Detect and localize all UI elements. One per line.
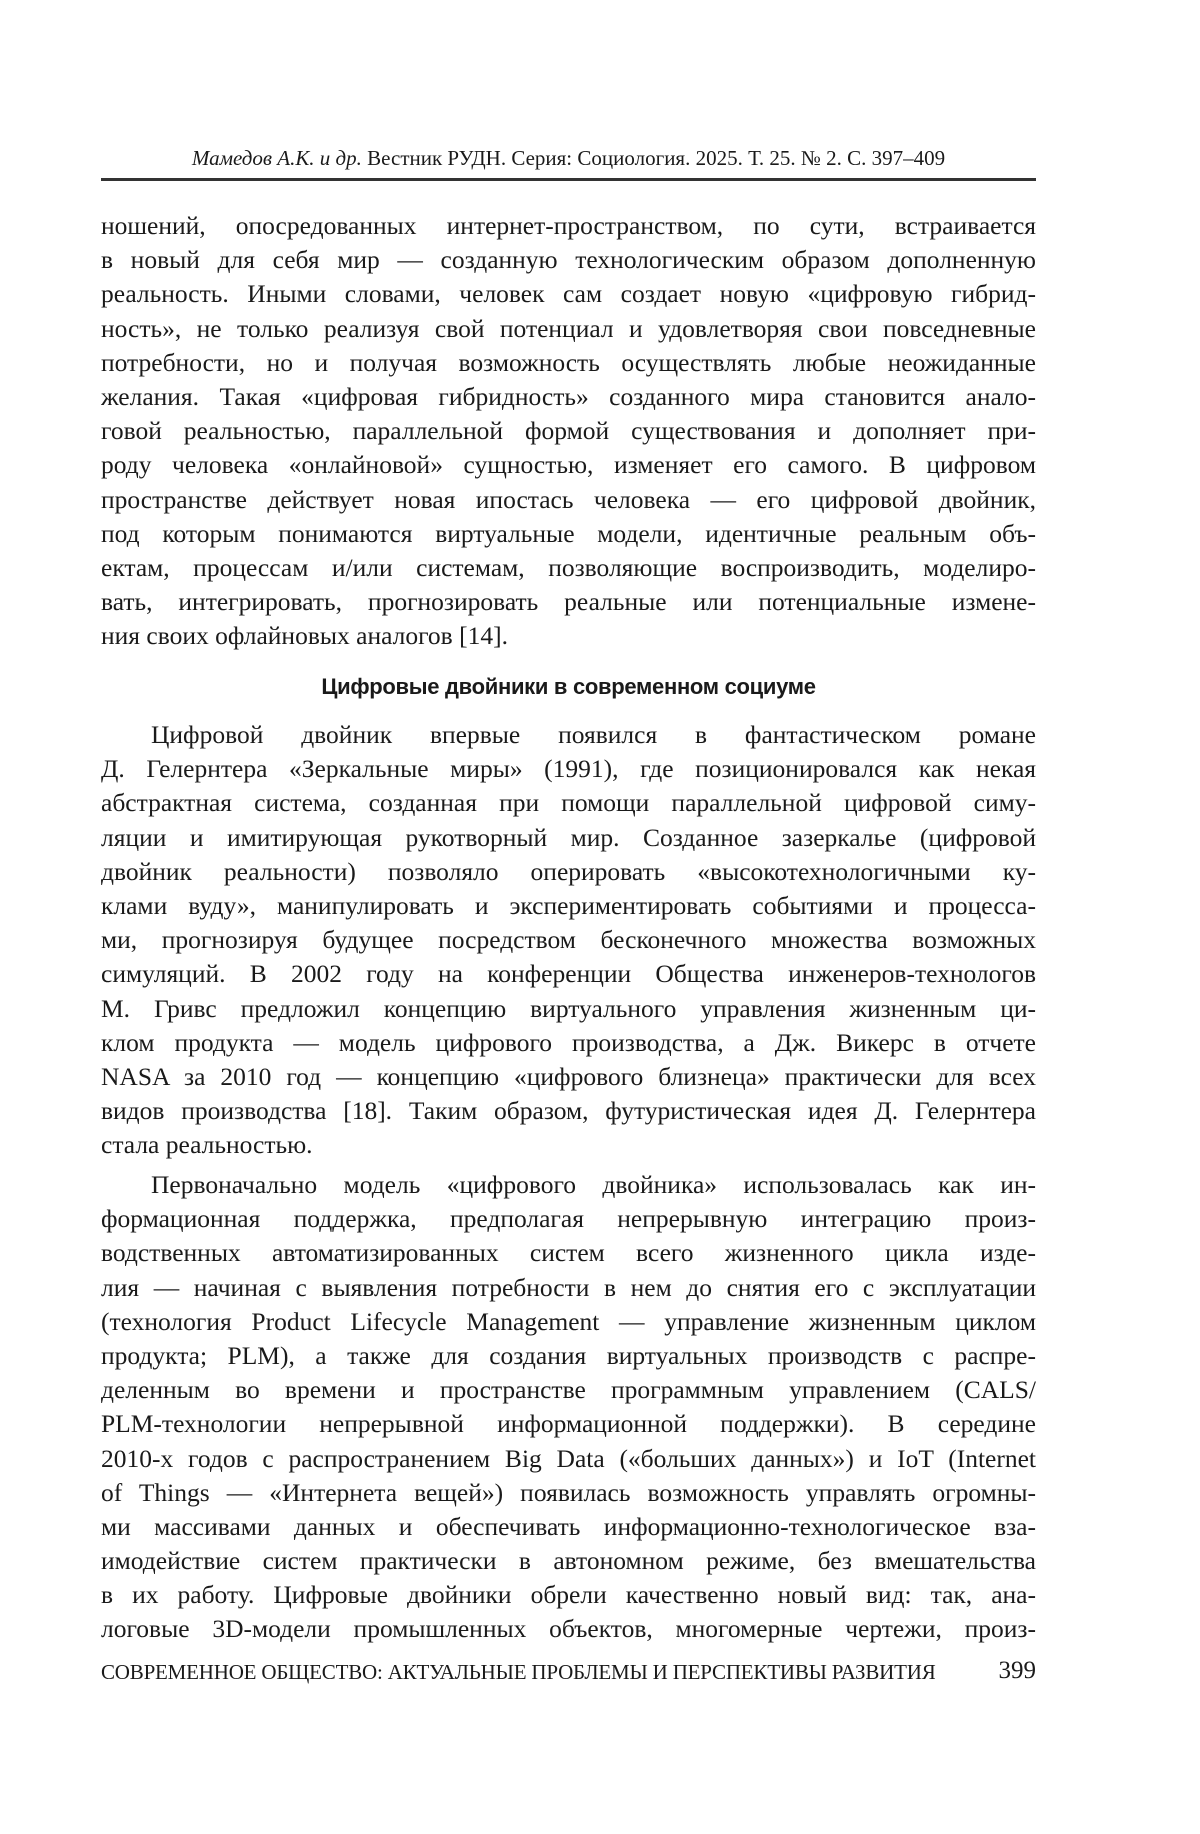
text-line: ношений, опосредованных интернет-пространством, по сути, встраивается [101,209,1036,243]
section-heading: Цифровые двойники в современном социуме [101,670,1036,704]
text-line: имодействие систем практически в автономном режиме, без вмешательства [101,1544,1036,1578]
text-line: деленным во времени и пространстве программным управлением (CALS/ [101,1373,1036,1407]
text-line: (технология Product Lifecycle Management — управление жизненным циклом [101,1305,1036,1339]
text-line: в их работу. Цифровые двойники обрели качественно новый вид: так, ана- [101,1578,1036,1612]
text-line: ность», не только реализуя свой потенциал и удовлетворяя свои повседневные [101,312,1036,346]
text-line: ляции и имитирующая рукотворный мир. Созданное зазеркалье (цифровой [101,821,1036,855]
text-line: желания. Такая «цифровая гибридность» созданного мира становится анало- [101,380,1036,414]
header-citation: Вестник РУДН. Серия: Социология. 2025. Т. 25. № 2. С. 397–409 [367,146,945,170]
text-line: в новый для себя мир — созданную технологическим образом дополненную [101,243,1036,277]
text-line: симуляций. В 2002 году на конференции Общества инженеров-технологов [101,957,1036,991]
text-line: потребности, но и получая возможность осуществлять любые неожиданные [101,346,1036,380]
text-line: говой реальностью, параллельной формой существования и дополняет при- [101,414,1036,448]
text-line: ми массивами данных и обеспечивать информационно-технологическое вза- [101,1510,1036,1544]
text-line: роду человека «онлайновой» сущностью, изменяет его самого. В цифровом [101,448,1036,482]
text-line: 2010-х годов с распространением Big Data («больших данных») и IoT (Internet [101,1442,1036,1476]
text-line: Первоначально модель «цифрового двойника» использовалась как ин- [101,1168,1036,1202]
text-line: NASA за 2010 год — концепцию «цифрового близнеца» практически для всех [101,1060,1036,1094]
running-header [101,146,1036,171]
text-line: продукта; PLM), а также для создания виртуальных производств с распре- [101,1339,1036,1373]
text-line: ми, прогнозируя будущее посредством бесконечного множества возможных [101,923,1036,957]
text-line: абстрактная система, созданная при помощи параллельной цифровой симу- [101,786,1036,820]
text-line: Д. Гелернтера «Зеркальные миры» (1991), где позиционировался как некая [101,752,1036,786]
text-line: видов производства [18]. Таким образом, футуристическая идея Д. Гелернтера [101,1094,1036,1128]
text-line: двойник реальности) позволяло оперировать «высокотехнологичными ку- [101,855,1036,889]
text-line: водственных автоматизированных систем всего жизненного цикла изде- [101,1236,1036,1270]
text-line: клом продукта — модель цифрового производства, а Дж. Викерс в отчете [101,1026,1036,1060]
text-line: пространстве действует новая ипостась человека — его цифровой двойник, [101,483,1036,517]
text-line: стала реальностью. [101,1128,1036,1162]
header-authors: Мамедов А.К. и др. [192,146,362,170]
text-line: клами вуду», манипулировать и экспериментировать событиями и процесса- [101,889,1036,923]
header-rule [101,178,1036,181]
text-line: of Things — «Интернета вещей») появилась возможность управлять огромны- [101,1476,1036,1510]
text-line: М. Гривс предложил концепцию виртуального управления жизненным ци- [101,992,1036,1026]
paragraph-2 [101,718,1036,1162]
text-line: реальность. Иными словами, человек сам создает новую «цифровую гибрид- [101,277,1036,311]
footer-journal-section: СОВРЕМЕННОЕ ОБЩЕСТВО: АКТУАЛЬНЫЕ ПРОБЛЕМЫ И ПЕРСПЕКТИВЫ РАЗВИТИЯ [101,1660,936,1685]
text-line: вать, интегрировать, прогнозировать реальные или потенциальные измене- [101,585,1036,619]
paragraph-1 [101,209,1036,653]
paragraph-3 [101,1168,1036,1647]
text-line: ектам, процессам и/или системам, позволяющие воспроизводить, моделиро- [101,551,1036,585]
text-line: логовые 3D-модели промышленных объектов, многомерные чертежи, произ- [101,1612,1036,1646]
text-line: Цифровой двойник впервые появился в фантастическом романе [101,718,1036,752]
text-line: под которым понимаются виртуальные модели, идентичные реальным объ- [101,517,1036,551]
text-line: формационная поддержка, предполагая непрерывную интеграцию произ- [101,1202,1036,1236]
text-line: ния своих офлайновых аналогов [14]. [101,619,1036,653]
page-number: 399 [999,1657,1037,1685]
text-line: PLM-технологии непрерывной информационной поддержки). В середине [101,1407,1036,1441]
text-line: лия — начиная с выявления потребности в нем до снятия его с эксплуатации [101,1271,1036,1305]
